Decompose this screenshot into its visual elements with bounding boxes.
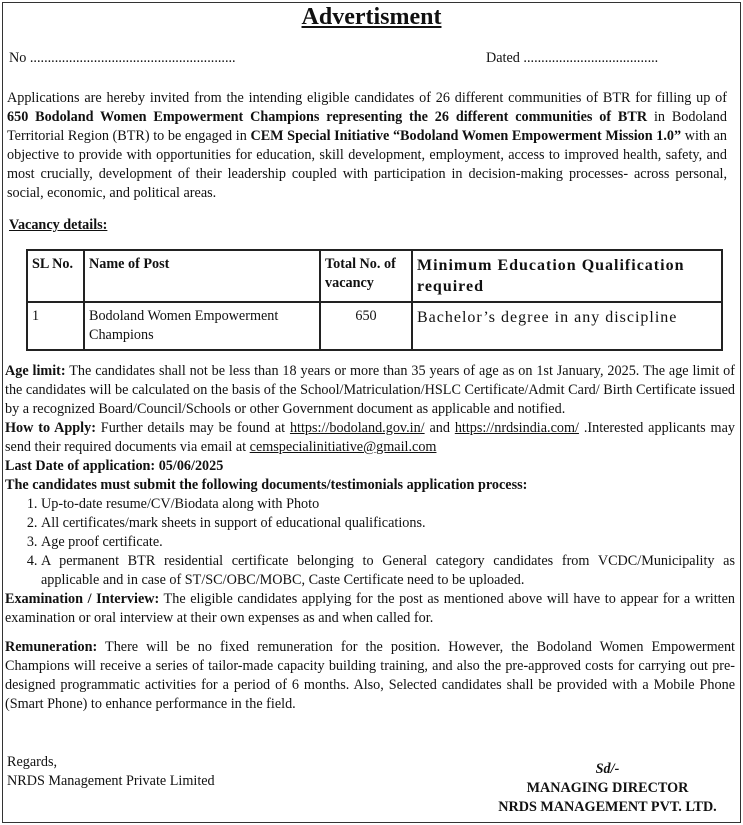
signature-designation: MANAGING DIRECTOR [526, 780, 689, 796]
documents-heading [5, 476, 735, 495]
intro-text-3: with an objective to provide with opportunities for education, skill development, employment, access to improved health, safety, and most crucially, development of their leadership coupled with participation in decision-making processes- across personal, social, economic, and political areas. [7, 128, 727, 201]
how-to-apply-text-1: Further details may be found at [95, 420, 290, 436]
signature-organization: NRDS MANAGEMENT PVT. LTD. [498, 799, 717, 815]
vacancy-heading: Vacancy details: [9, 217, 108, 233]
intro-bold-2: CEM Special Initiative “Bodoland Women Empowerment Mission 1.0” [250, 128, 682, 144]
how-to-apply-text-2: and [424, 420, 455, 436]
age-limit-label: Age limit: [5, 363, 66, 379]
signature-sd: Sd/- [595, 761, 620, 777]
regards-text: Regards, [7, 754, 58, 770]
last-date-text: Last Date of application: 05/06/2025 [5, 458, 224, 474]
email-link[interactable]: cemspecialinitiative@gmail.com [249, 439, 437, 455]
remuneration-paragraph [5, 638, 735, 714]
cell-sl-no: 1 [27, 302, 84, 350]
list-item: 4. A permanent BTR residential certificate belonging to General category candidates from VCDC/Municipality as applicable and in case of ST/SC/OBC/MOBC, Caste Certificate need to be uploaded. [41, 552, 735, 590]
bodoland-link[interactable]: https://bodoland.gov.in/ [289, 420, 425, 436]
documents-heading-text: The candidates must submit the following documents/testimonials application process: [5, 477, 528, 493]
exam-paragraph [5, 590, 735, 628]
table-row [27, 302, 722, 350]
dated-line: Dated ...................................... [486, 50, 659, 66]
list-item: 1. Up-to-date resume/CV/Biodata along with Photo [41, 495, 735, 514]
remuneration-text: There will be no fixed remuneration for the position. However, the Bodoland Women Empowerment Champions will receive a series of tailor-made capacity building training, and also the pre-approved costs for carrying out pre-designed programmatic activities for a period of 6 months. Also, Selected candidates shall be provided with a Mobile Phone (Smart Phone) to enhance performance in the field. [5, 639, 735, 712]
documents-list [5, 495, 735, 590]
intro-paragraph [7, 89, 727, 203]
header-post-name: Name of Post [84, 250, 320, 302]
list-item: 2. All certificates/mark sheets in support of educational qualifications. [41, 514, 735, 533]
exam-text: The eligible candidates applying for the post as mentioned above will have to appear for a written examination or oral interview at their own expenses as and when called for. [5, 591, 735, 626]
cell-post-name: Bodoland Women Empowerment Champions [84, 302, 320, 350]
signature-block [490, 760, 725, 817]
regards-block [7, 753, 215, 791]
vacancy-table [26, 249, 723, 351]
nrdsindia-link[interactable]: https://nrdsindia.com/ [454, 420, 579, 436]
how-to-apply-paragraph [5, 419, 735, 457]
list-item: 3. Age proof certificate. [41, 533, 735, 552]
intro-text-2: in Bodoland Territorial Region (BTR) to be engaged in [7, 109, 727, 144]
age-limit-text: The candidates shall not be less than 18 years or more than 35 years of age as on 1st January, 2025. The age limit of the candidates will be calculated on the basis of the School/Matriculation/HSLC Certificate/Admit Card/ Birth Certificate issued by a recognized Board/Council/Schools or other Government document as applicable and notified. [5, 363, 735, 417]
company-name: NRDS Management Private Limited [7, 773, 215, 789]
header-sl-no: SL No. [27, 250, 84, 302]
how-to-apply-text-3: .Interested applicants may send their required documents via email at [5, 420, 735, 455]
remuneration-label: Remuneration: [5, 639, 98, 655]
table-header-row [27, 250, 722, 302]
header-total-vacancy: Total No. of vacancy [320, 250, 412, 302]
last-date [5, 457, 735, 476]
how-to-apply-label: How to Apply: [5, 420, 96, 436]
header-qualification: Minimum Education Qualification required [412, 250, 722, 302]
cell-vacancy-count: 650 [320, 302, 412, 350]
exam-label: Examination / Interview: [5, 591, 160, 607]
cell-qualification: Bachelor’s degree in any discipline [412, 302, 722, 350]
page-title: Advertisment [301, 4, 442, 30]
spacer [5, 628, 735, 638]
intro-text-1: Applications are hereby invited from the intending eligible candidates of 26 different communities of BTR for filling up of [7, 90, 727, 106]
reference-number-line: No .......................................................... [9, 50, 236, 66]
intro-bold-1: 650 Bodoland Women Empowerment Champions representing the 26 different communities of BTR [7, 109, 648, 125]
age-limit-paragraph [5, 362, 735, 419]
details-section [5, 362, 735, 714]
